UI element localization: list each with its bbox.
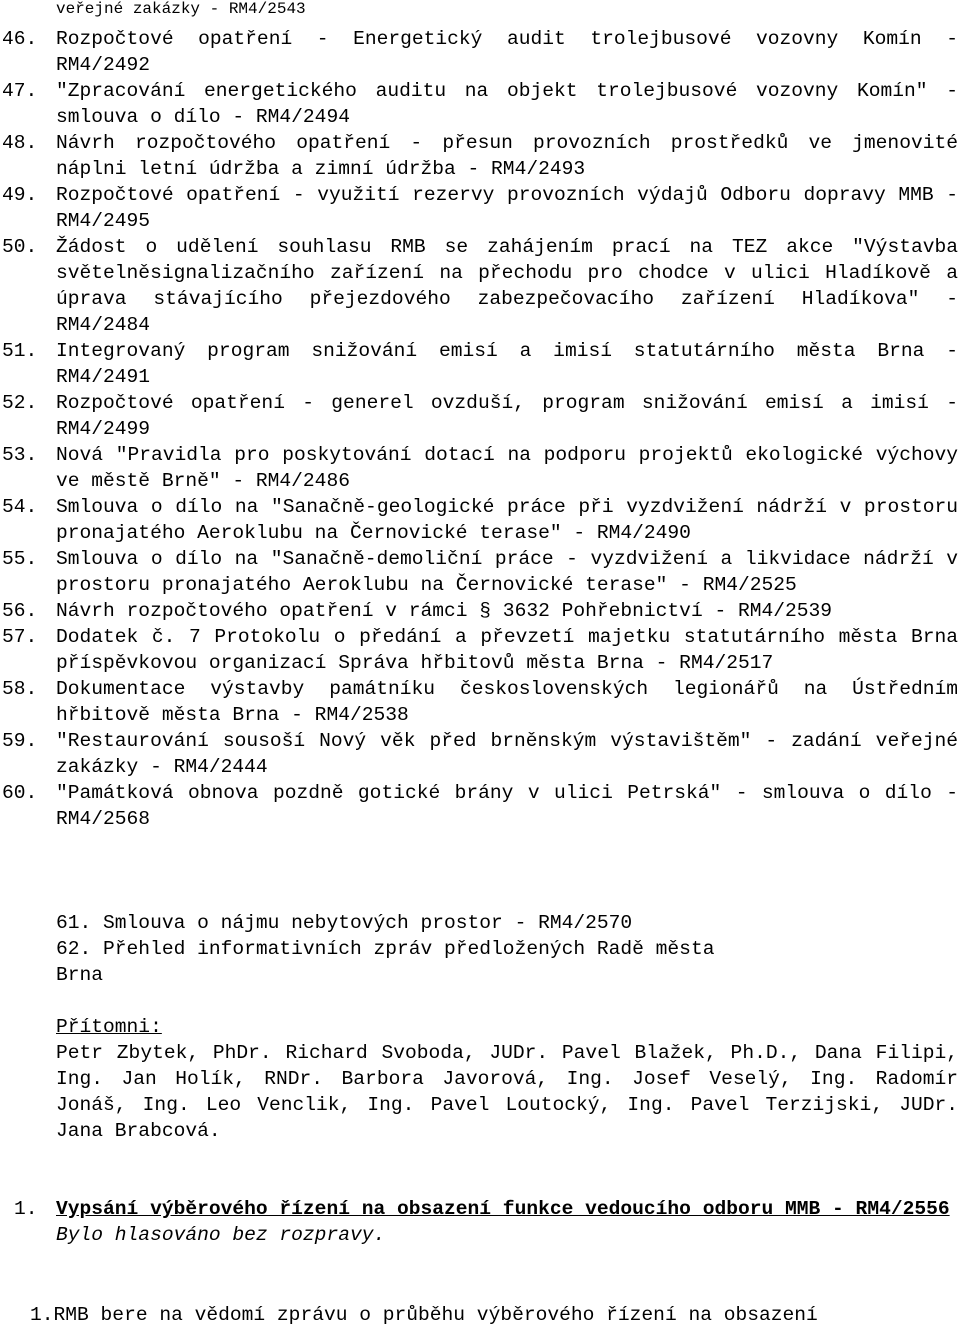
- present-list: Petr Zbytek, PhDr. Richard Svoboda, JUDr. Pavel Blažek, Ph.D., Dana Filipi, Ing. Jan Holík, RNDr. Barbora Javorová, Ing. Josef Veselý, Ing. Radomír Jonáš, Ing. Leo Venclik, Ing. Pavel Loutocký, Ing. Pavel Terzijski, JUDr. Jana Brabcová.: [56, 1042, 958, 1142]
- item-text: Rozpočtové opatření - využití rezervy provozních výdajů Odboru dopravy MMB - RM4/2495: [56, 184, 958, 232]
- list-item: [0, 624, 960, 676]
- item-number: 47.: [2, 80, 38, 102]
- list-item: [0, 390, 960, 442]
- item-text: "Restaurování sousoší Nový věk před brněnským výstavištěm" - zadání veřejné zakázky - RM4/2444: [56, 730, 958, 778]
- sub-items: [0, 910, 714, 988]
- list-item: [0, 234, 960, 338]
- item-number: 56.: [2, 600, 38, 622]
- item-text: Návrh rozpočtového opatření - přesun provozních prostředků ve jmenovité náplni letní údržba a zimní údržba - RM4/2493: [56, 132, 958, 180]
- list-item: [0, 546, 960, 598]
- list-item: [0, 338, 960, 390]
- item-text: Návrh rozpočtového opatření v rámci § 3632 Pohřebnictví - RM4/2539: [56, 600, 833, 622]
- item-number: 48.: [2, 132, 38, 154]
- item-text: "Zpracování energetického auditu na objekt trolejbusové vozovny Komín" - smlouva o dílo - RM4/2494: [56, 80, 958, 128]
- sub-item: 62. Přehled informativních zpráv předložených Radě města: [56, 938, 715, 960]
- list-item: [0, 728, 960, 780]
- item-number: 55.: [2, 548, 38, 570]
- list-item: [0, 780, 960, 832]
- item-number: 50.: [2, 236, 38, 258]
- list-item: [0, 130, 960, 182]
- item-number: 59.: [2, 730, 38, 752]
- item-text: Smlouva o dílo na "Sanačně-geologické práce při vyzdvižení nádrží v prostoru pronajatého Aeroklubu na Černovické terase" - RM4/2490: [56, 496, 958, 544]
- list-item: [0, 182, 960, 234]
- item-text: Rozpočtové opatření - Energetický audit trolejbusové vozovny Komín - RM4/2492: [56, 28, 958, 76]
- item-number: 58.: [2, 678, 38, 700]
- item-number: 57.: [2, 626, 38, 648]
- agenda-list: [0, 26, 960, 832]
- list-item: [0, 598, 960, 624]
- item-number: 53.: [2, 444, 38, 466]
- agenda-item: [0, 1196, 960, 1248]
- agenda-title: Vypsání výběrového řízení na obsazení funkce vedoucího odboru MMB - RM4/2556: [56, 1198, 950, 1220]
- item-number: 49.: [2, 184, 38, 206]
- present-label: Přítomni:: [56, 1016, 162, 1038]
- item-number: 60.: [2, 782, 38, 804]
- agenda-result: Bylo hlasováno bez rozpravy.: [56, 1224, 386, 1246]
- list-item: [0, 494, 960, 546]
- list-item: [0, 78, 960, 130]
- resolution-line: 1.RMB bere na vědomí zprávu o průběhu výběrového řízení na obsazení: [30, 1304, 818, 1326]
- agenda-number: 1.: [14, 1198, 38, 1220]
- continued-line: veřejné zakázky - RM4/2543: [56, 0, 306, 18]
- item-text: Dodatek č. 7 Protokolu o předání a převzetí majetku statutárního města Brna příspěvkovou organizací Správa hřbitovů města Brna - RM4/2517: [56, 626, 958, 674]
- list-item: [0, 442, 960, 494]
- item-number: 52.: [2, 392, 38, 414]
- item-text: Dokumentace výstavby památníku československých legionářů na Ústředním hřbitově města Brna - RM4/2538: [56, 678, 958, 726]
- list-item: [0, 26, 960, 78]
- item-number: 46.: [2, 28, 38, 50]
- item-text: Nová "Pravidla pro poskytování dotací na podporu projektů ekologické výchovy ve městě Brně" - RM4/2486: [56, 444, 958, 492]
- sub-item: Brna: [56, 964, 104, 986]
- item-number: 51.: [2, 340, 38, 362]
- item-text: Rozpočtové opatření - generel ovzduší, program snižování emisí a imisí - RM4/2499: [56, 392, 958, 440]
- list-item: [0, 676, 960, 728]
- item-text: Integrovaný program snižování emisí a imisí statutárního města Brna - RM4/2491: [56, 340, 958, 388]
- sub-item: 61. Smlouva o nájmu nebytových prostor - RM4/2570: [56, 912, 633, 934]
- item-number: 54.: [2, 496, 38, 518]
- item-text: Žádost o udělení souhlasu RMB se zahájením prací na TEZ akce "Výstavba světelněsignalizačního zařízení na přechodu pro chodce v ulici Hladíkově a úprava stávajícího přejezdového zabezpečovacího zařízení Hladíkova" - RM4/2484: [56, 236, 958, 336]
- item-text: Smlouva o dílo na "Sanačně-demoliční práce - vyzdvižení a likvidace nádrží v prostoru pronajatého Aeroklubu na Černovické terase" - RM4/2525: [56, 548, 958, 596]
- item-text: "Památková obnova pozdně gotické brány v ulici Petrská" - smlouva o dílo - RM4/2568: [56, 782, 958, 830]
